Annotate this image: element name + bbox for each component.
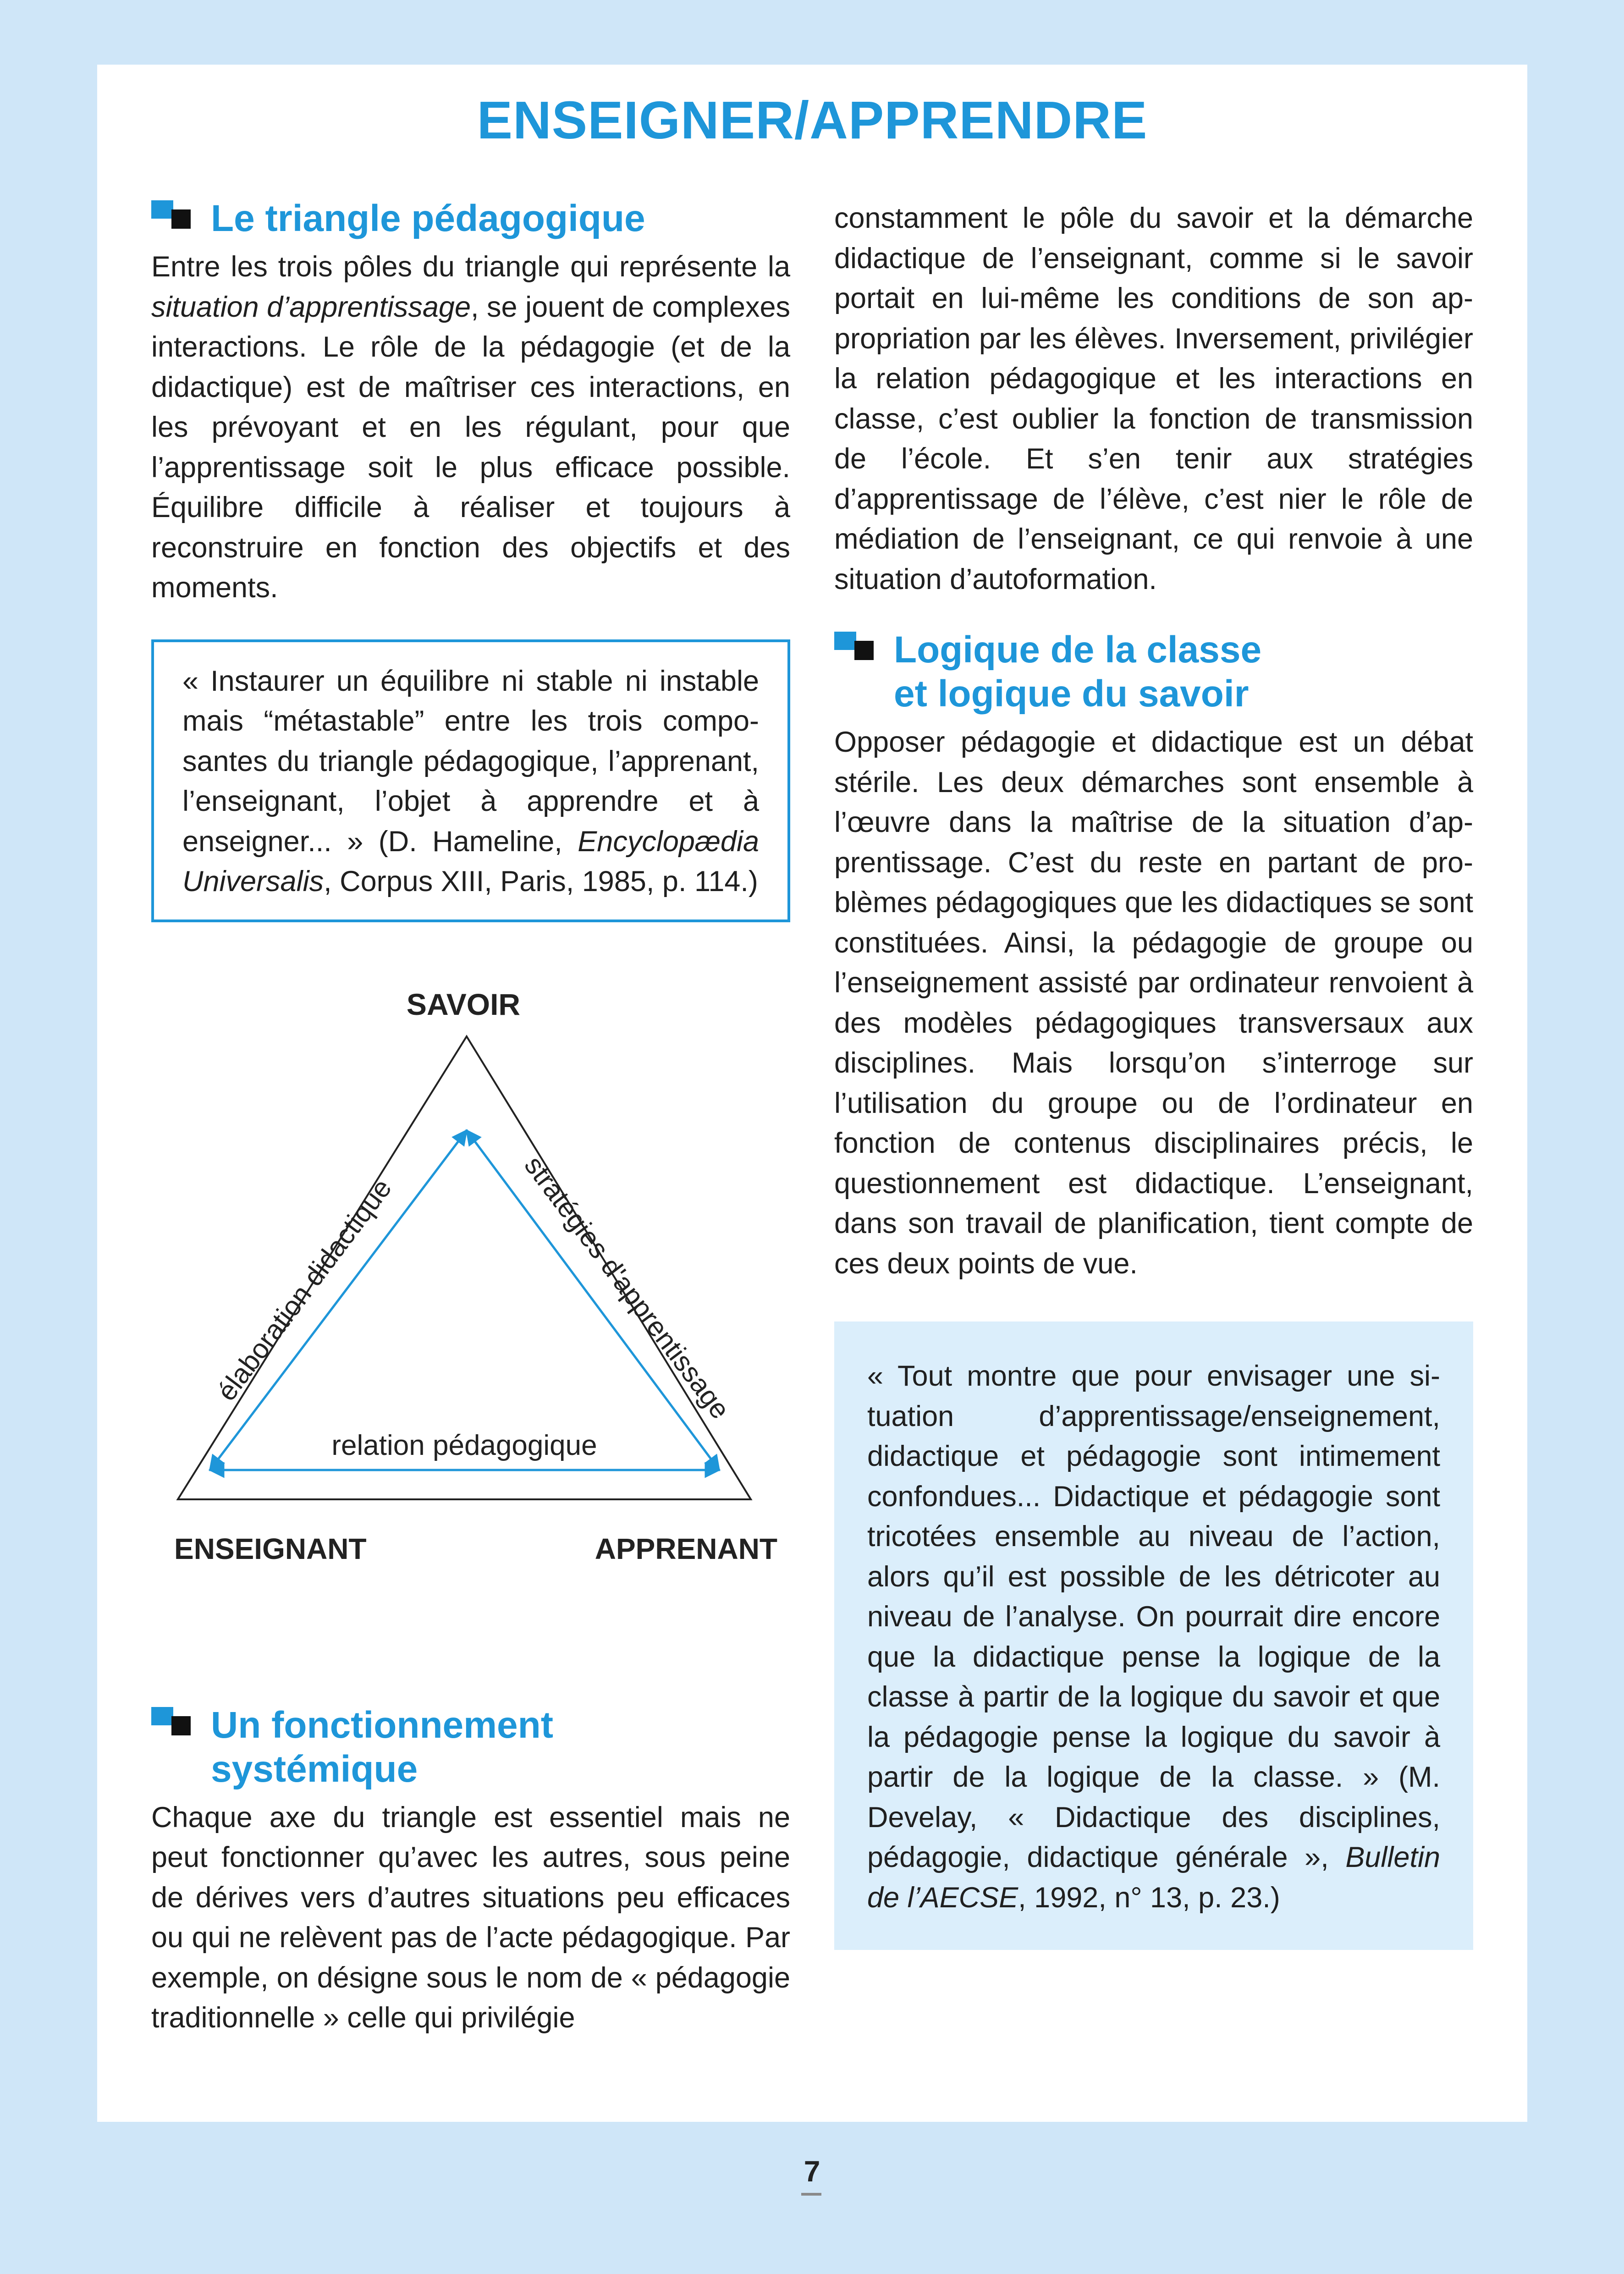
quote-text xyxy=(867,1356,1440,1918)
section-heading-line2: systémique xyxy=(211,1748,418,1790)
quote-part: « Tout montre que pour envisager une situation d’apprentissage/enseignement, didactique et pédagogie sont intimement confondues... Didactique et pédagogie sont tricotées ensemble au niveau de l’action, alors qu’il est possible de les détricoter au niveau de l’analyse. On pourrait dire encore que la didactique pense la logique de la classe à partir de la logique du savoir et que la pédagogie pense la logique du savoir à partir de la logique de la classe. » (M. Develay, « Didactique des disciplines, pédagogie, didactique générale », xyxy=(867,1360,1440,1873)
left-column xyxy=(151,197,790,2038)
arrow-elaboration-didactique xyxy=(210,1130,467,1470)
quote-text xyxy=(182,661,759,902)
triangle-paragraph xyxy=(151,247,790,608)
label-strategies-apprentissage: stratégies d'apprentissage xyxy=(518,1150,736,1425)
arrow-strategies-apprentissage xyxy=(467,1130,719,1470)
section-bullet-icon xyxy=(834,632,878,664)
section-heading-text: Le triangle pédagogique xyxy=(211,198,645,239)
label-relation-pedagogique: relation pédagogique xyxy=(331,1429,597,1461)
triangle-svg xyxy=(133,970,811,1703)
quote-part: , 1992, n° 13, p. 23.) xyxy=(1018,1881,1280,1914)
pedagogical-triangle-diagram xyxy=(151,970,790,1703)
paragraph-italic: situation d’apprentissage xyxy=(151,291,471,323)
quote-italic: Encyclopædia Universalis xyxy=(182,825,759,897)
section-bullet-icon xyxy=(151,200,195,232)
section-heading-line1: Un fonctionnement xyxy=(211,1704,554,1746)
paragraph-text: , se jouent de complexes interactions. Le rôle de la pédagogie (et de la didactique) est de maîtriser ces interactions, en les prévoyant et en les régulant, pour que l’apprentissage soit le plus efficace possible. Équilibre difficile à réaliser et toujours à reconstruire en fonction des objectifs et des moments. xyxy=(151,291,790,604)
section-heading-line2: et logique du savoir xyxy=(894,673,1249,715)
label-elaboration-didactique: élaboration didactique xyxy=(211,1173,398,1406)
spacer xyxy=(834,600,1473,628)
quote-part: , Corpus XIII, Paris, 1985, p. 114.) xyxy=(324,865,758,897)
systemique-continuation: constamment le pôle du savoir et la démarche didactique de l’enseignant, comme si le savoir portait en lui-même les conditions de son appropriation par les élèves. Inversement, privilégier la relation pédagogique et les interactions en classe, c’est oublier la fonction de transmission de l’école. Et s’en tenir aux stratégies d’apprentissage de l’élève, c’est nier le rôle de médiation de l’enseignant, ce qui renvoie à une situation d’autoformation. xyxy=(834,202,1473,595)
logique-paragraph: Opposer pédagogie et didactique est un débat stérile. Les deux démarches sont ensemble à l’œuvre dans la maîtrise de la situation d’apprentissage. C’est du reste en partant de problèmes pédagogiques que les didactiques se sont constituées. Ainsi, la pédagogie de groupe ou l’enseignement assisté par ordinateur renvoient à des modèles pédagogiques transversaux aux disciplines. Mais lorsqu’on s’interroge sur l’utilisation du groupe ou de l’ordinateur en fonction de contenus disciplinaires précis, le questionnement est didactique. L’enseignant, dans son travail de planification, tient compte de ces deux points de vue. xyxy=(834,726,1473,1280)
vertex-enseignant: ENSEIGNANT xyxy=(174,1532,367,1565)
page-number: 7 xyxy=(804,2155,820,2188)
section-heading-line1: Logique de la classe xyxy=(894,629,1262,671)
systemique-paragraph: Chaque axe du triangle est essentiel mais ne peut fonctionner qu’avec les autres, sous peine de dérives vers d’autres situations peu efficaces ou qui ne relèvent pas de l’acte pédagogique. Par exemple, on désigne sous le nom de « pédagogie traditionnelle » celle qui privilégie xyxy=(151,1801,790,2034)
quote-italic: Bulletin de l’AECSE xyxy=(867,1841,1440,1914)
vertex-savoir: SAVOIR xyxy=(406,987,521,1021)
quote-box-develay xyxy=(834,1321,1473,1950)
paragraph-text: Entre les trois pôles du triangle qui représente la xyxy=(151,251,790,283)
vertex-apprenant: APPRENANT xyxy=(595,1532,777,1565)
page-title: ENSEIGNER/APPRENDRE xyxy=(477,90,1148,150)
page-number-underline xyxy=(801,2193,821,2196)
section-heading-triangle xyxy=(151,197,790,241)
quote-part: « Instaurer un équilibre ni stable ni instable mais “métastable” entre les trois composantes du triangle pédagogique, l’apprenant, l’enseignant, l’objet à apprendre et à enseigner... » (D. Hameline, xyxy=(182,665,759,858)
right-column xyxy=(834,198,1473,1950)
quote-box-hameline xyxy=(151,639,790,922)
section-bullet-icon xyxy=(151,1707,195,1739)
page xyxy=(97,65,1527,2122)
section-heading-systemique xyxy=(151,1703,790,1791)
section-heading-logique xyxy=(834,628,1473,716)
